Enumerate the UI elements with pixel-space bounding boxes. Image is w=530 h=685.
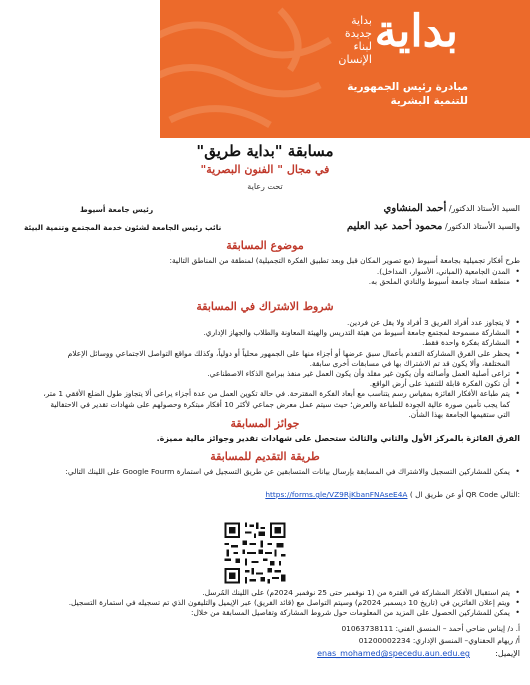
qr-instruction: ( أو عن طريق ال QR Code التالي:: [409, 490, 520, 499]
list-item: • يحظر على الفرق المشاركة التقدم بأعمال سبق عرضها أو أجزاء منها على الجمهور محلياً أو دولياً، وكذلك مواقع التواصل الاجتماعي ووسائل الإعلام المختلفة، وألا يكون قد تم الاشتراك بها في مسابقات أخرى سابقة.: [38, 349, 520, 369]
topic-list: [38, 267, 520, 287]
page-title: مسابقة "بداية طريق": [196, 142, 334, 160]
patron-person-1: السيد الأستاذ الدكتور/ أحمد المنشاوي: [383, 203, 520, 214]
apply-list: [38, 467, 520, 477]
contact-2: أ/ ريهام الحفناوي– المنسق الإداري: 01200002234: [358, 636, 520, 645]
patron-role-2: نائب رئيس الجامعة لشئون خدمة المجتمع وتنمية البيئة: [24, 223, 222, 232]
conditions-list: [38, 318, 520, 420]
list-item: • يمكن للمشاركين الحصول على المزيد من المعلومات حول شروط المشاركة وتفاصيل المسابقة من خلال:: [38, 608, 520, 618]
conditions-heading: شروط الاشتراك في المسابقة: [196, 300, 334, 313]
list-item: • منطقة استاد جامعة أسيوط والنادي الملحق به.: [38, 277, 520, 287]
list-item: • المدن الجامعية (المباني، الأسوار، المداخل).: [38, 267, 520, 277]
topic-intro: طرح أفكار تجميلية بجامعة أسيوط (مع تصوير المكان قبل وبعد تطبيق الفكرة التجميلية) لمنطقة من المناطق التالية:: [169, 256, 520, 265]
topic-heading: موضوع المسابقة: [226, 239, 304, 252]
prizes-heading: جوائز المسابقة: [230, 417, 300, 430]
list-item: • يمكن للمشاركين التسجيل والاشتراك في المسابقة بإرسال بيانات المتسابقين عن طريق التسجيل في استمارة Google Fourm على اللينك التالي:: [38, 467, 520, 477]
list-item: • يتم استقبال الأفكار المشاركة في الفترة من (1 نوفمبر حتى 25 نوفمبر 2024م) على اللينك المُرسل.: [38, 588, 520, 598]
google-form-link[interactable]: https://forms.gle/VZ9RjKbanFNAseE4A: [265, 490, 408, 499]
list-item: • المشاركة بفكرة واحدة فقط.: [38, 338, 520, 348]
list-item: • أن تكون الفكرة قابلة للتنفيذ على أرض الواقع.: [38, 379, 520, 389]
patron-person-2: والسيد الأستاذ الدكتور/ محمود أحمد عبد العليم: [346, 221, 520, 232]
list-item: • تراعى أصلية العمل وأصالته وأن يكون غير مقلد وأن يكون العمل غير منفذ ببرامج الذكاء الاصطناعي.: [38, 369, 520, 379]
apply-link-row: [38, 490, 520, 501]
dates-list: [38, 588, 520, 619]
email-label: الإيميل:: [495, 649, 520, 658]
list-item: • ويتم إعلان الفائزين في (تاريخ 10 ديسمبر 2024م) وسيتم التواصل مع (قائد الفريق) عبر الإيميل والتليفون الذي تم تسجيله في استمارة التسجيل.: [38, 598, 520, 608]
logo-wordmark: بداية: [374, 6, 458, 57]
page-subtitle: في مجال " الفنون البصرية": [200, 163, 330, 176]
patron-role-1: رئيس جامعة أسيوط: [80, 205, 154, 214]
prizes-text: الفرق الفائزة بالمركز الأول والثاني والثالث ستحصل على شهادات تقدير وجوائز مالية مميزة.: [156, 434, 520, 443]
patron-label: تحت رعاية: [247, 182, 283, 191]
list-item: • لا يتجاوز عدد أفراد الفريق 3 أفراد ولا يقل عن فردين.: [38, 318, 520, 328]
qr-code-image[interactable]: [222, 520, 288, 586]
apply-heading: طريقة التقديم للمسابقة: [210, 450, 320, 463]
list-item: • المشاركة مسموحة لمجتمع جامعة أسيوط من هيئة التدريس والهيئة المعاونة والطلاب والجهاز الإداري.: [38, 328, 520, 338]
logo-tagline: بداية جديدة لبناء الإنسان: [338, 14, 372, 66]
initiative-caption: مبادرة رئيس الجمهورية للتنمية البشرية: [347, 81, 468, 107]
header-banner: [160, 0, 530, 138]
contact-email-link[interactable]: enas_mohamed@specedu.aun.edu.eg: [317, 649, 470, 658]
contact-1: أ. د/ إيناس ضاحي أحمد – المنسق الفني: 01063738111: [341, 624, 520, 633]
list-item: • يتم طباعة الأفكار الفائزة بمقياس رسم يتناسب مع أبعاد الفكرة المقترحة. في حالة تكوين العمل من عدة أجزاء يراعى ألا يتجاوز طول الضلع الأفقي 1 متر، كما يجب تأمين صورة عالية الجودة للطباعة والعرض؛ حيث سيتم عمل معرض جماعي لأكثر 10 أفكار مبتكرة وحصولهم على شهادات تقدير في الاحتفالية التي ستقيمها الجامعة بهذا الشأن.: [38, 389, 520, 420]
